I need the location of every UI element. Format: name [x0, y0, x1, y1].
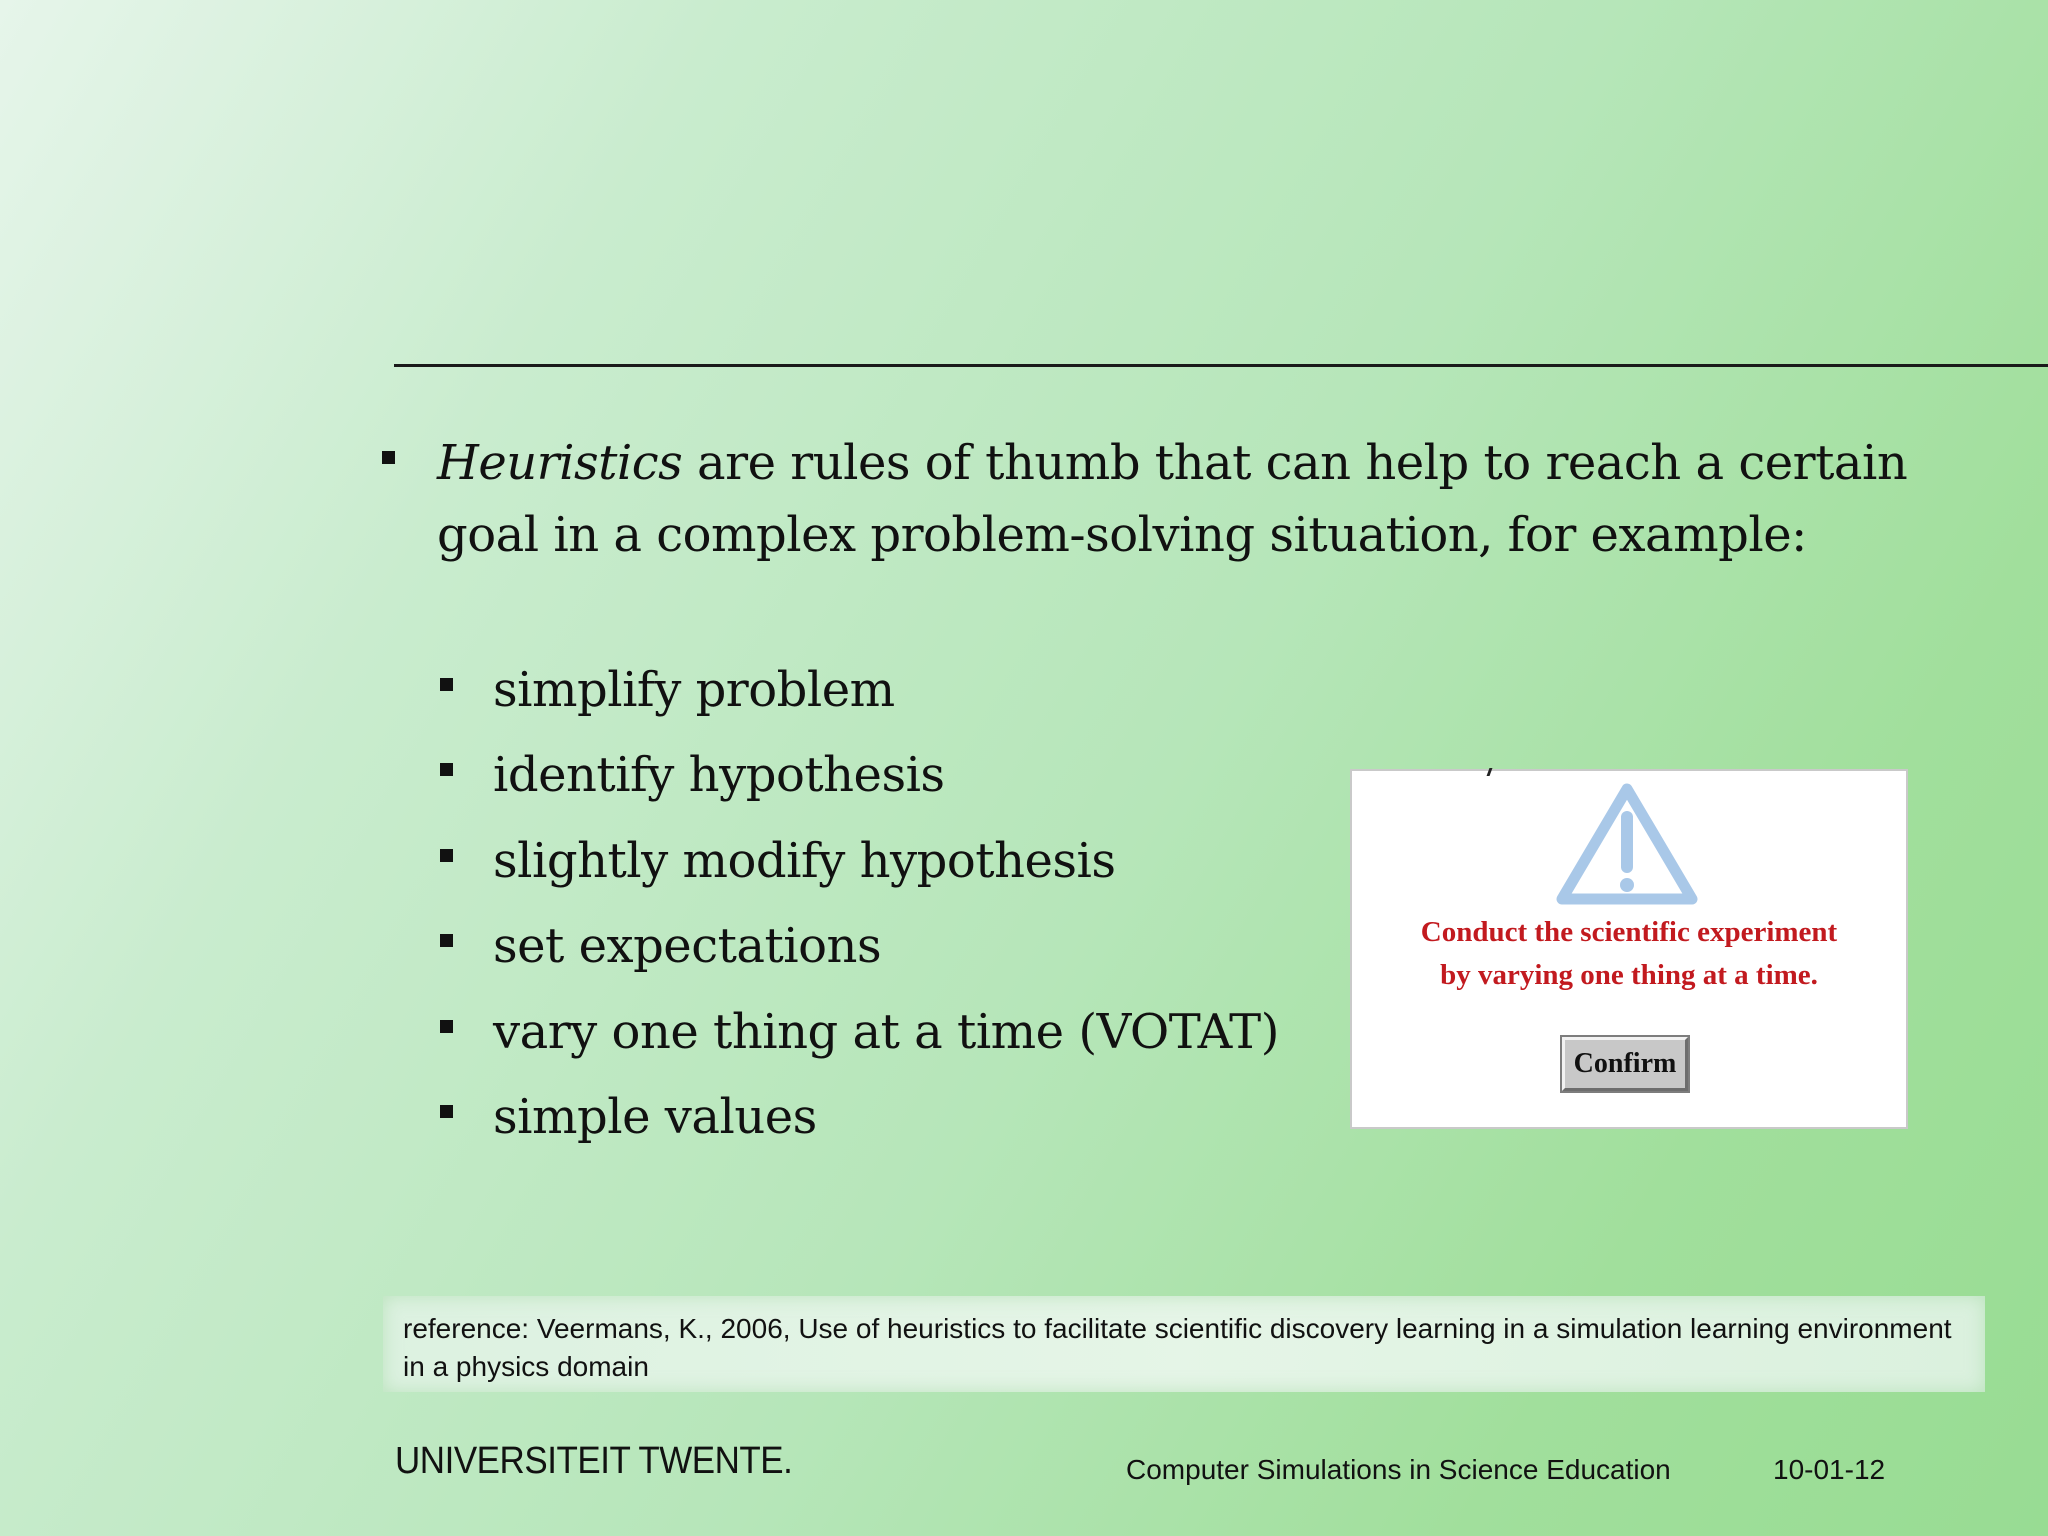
- votat-warning-dialog: [1350, 769, 1908, 1129]
- confirm-button[interactable]: Confirm: [1562, 1037, 1688, 1091]
- list-item-text: identify hypothesis: [493, 747, 945, 804]
- intro-text: are rules of thumb that can help to reach a certain goal in a complex problem-solving situation, for example:: [437, 435, 1908, 563]
- bullet-square-icon: [440, 849, 453, 862]
- list-item: [440, 825, 1279, 910]
- list-item: [440, 910, 1279, 995]
- dialog-message: [1352, 911, 1906, 997]
- footer-course-title: Computer Simulations in Science Education: [1126, 1454, 1671, 1485]
- bullet-square-icon: [440, 934, 453, 947]
- heuristics-example-list: [440, 654, 1279, 1166]
- dialog-message-line: Conduct the scientific experiment: [1420, 916, 1838, 948]
- bullet-square-icon: [440, 763, 453, 776]
- list-item-text: vary one thing at a time (VOTAT): [493, 1003, 1279, 1060]
- list-item: [440, 739, 1279, 824]
- warning-triangle-icon: [1552, 779, 1702, 911]
- title-divider: [394, 364, 2048, 367]
- main-bullet: [382, 427, 1942, 571]
- list-item-text: simple values: [493, 1088, 817, 1145]
- list-item-text: set expectations: [493, 918, 882, 975]
- list-item-text: slightly modify hypothesis: [493, 832, 1116, 889]
- list-item: [440, 996, 1279, 1081]
- bullet-square-icon: [382, 451, 395, 464]
- dialog-edge-mark: [1487, 768, 1499, 776]
- bullet-square-icon: [440, 1020, 453, 1033]
- footer-date: 10-01-12: [1773, 1454, 1886, 1485]
- university-logo: UNIVERSITEIT TWENTE.: [395, 1440, 793, 1482]
- dialog-message-line: by varying one thing at a time.: [1440, 959, 1818, 991]
- list-item-text: simplify problem: [493, 662, 895, 718]
- main-bullet-text: [437, 427, 1942, 571]
- heuristics-term: Heuristics: [437, 435, 683, 491]
- bullet-square-icon: [440, 1105, 453, 1118]
- list-item: [440, 654, 1279, 739]
- list-item: [440, 1081, 1279, 1166]
- reference-note: reference: Veermans, K., 2006, Use of heuristics to facilitate scientific discovery learning in a simulation learning environment in a physics domain: [383, 1296, 1985, 1392]
- bullet-square-icon: [440, 678, 453, 691]
